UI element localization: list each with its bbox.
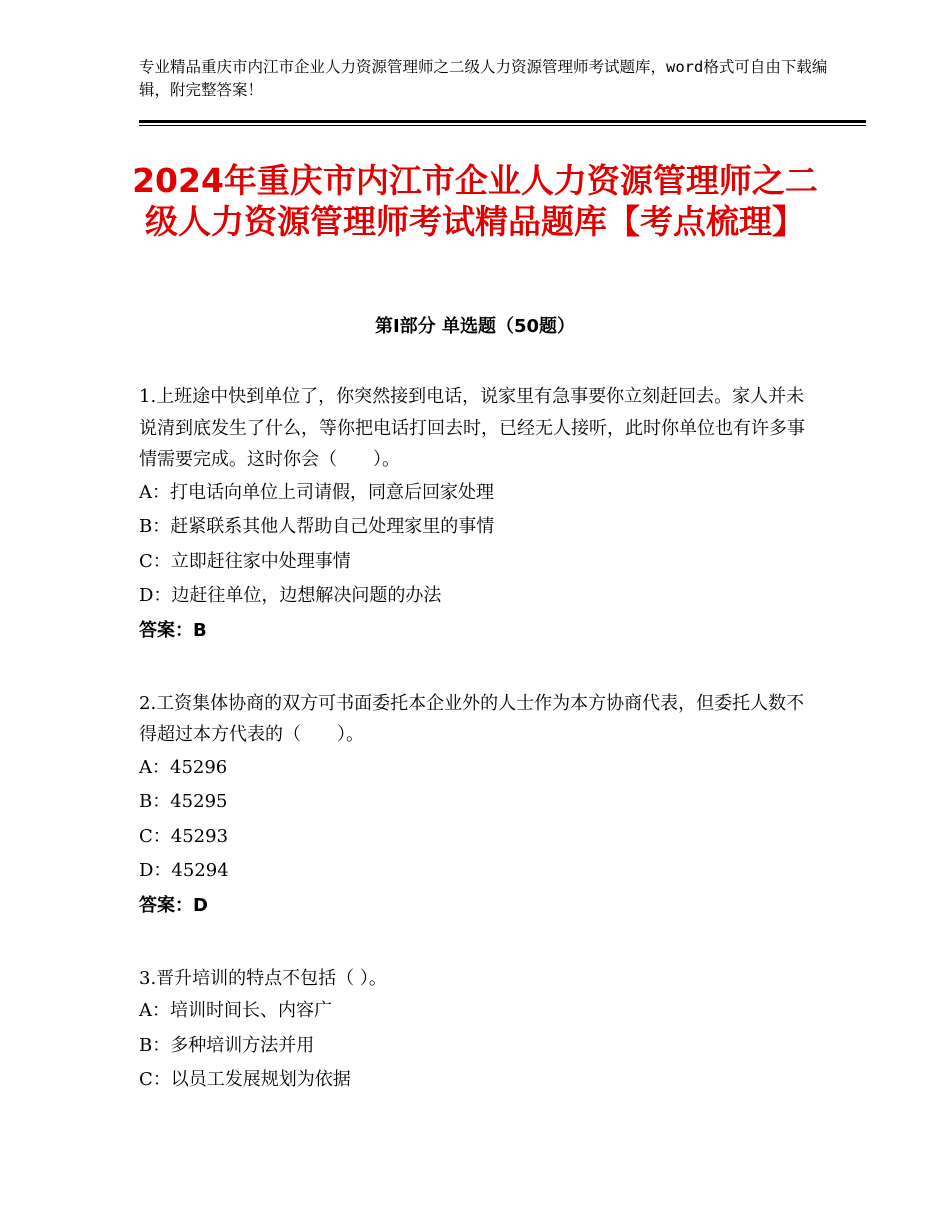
option-b: B：赶紧联系其他人帮助自己处理家里的事情 [139, 516, 495, 537]
document-title: 2024年重庆市内江市企业人力资源管理师之二级人力资源管理师考试精品题库【考点梳理】 [132, 161, 818, 241]
option-c: C：立即赶往家中处理事情 [139, 550, 351, 572]
section-heading: 第Ⅰ部分 单选题（50题） [374, 316, 575, 337]
question-3 [139, 963, 819, 1098]
header-divider-thick [139, 120, 866, 123]
option-a: A：45296 [139, 756, 228, 778]
header-divider-thin [139, 125, 866, 126]
option-d: D：边赶往单位，边想解决问题的办法 [139, 585, 442, 606]
question-text: 1.上班途中快到单位了，你突然接到电话，说家里有急事要你立刻赶回去。家人并未说清到底发生了什么，等你把电话打回去时，已经无人接听，此时你单位也有许多事情需要完成。这时你会（ ）。 [139, 386, 805, 470]
answer-line: 答案：D [139, 894, 208, 916]
question-1 [139, 381, 819, 648]
option-c: C：45293 [139, 825, 229, 847]
option-b: B：45295 [139, 791, 228, 812]
option-a: A：培训时间长、内容广 [139, 1000, 332, 1021]
option-a: A：打电话向单位上司请假，同意后回家处理 [139, 481, 494, 503]
header-note: 专业精品重庆市内江市企业人力资源管理师之二级人力资源管理师考试题库，word格式可自由下载编辑，附完整答案！ [139, 58, 828, 99]
question-text: 3.晋升培训的特点不包括（ ）。 [139, 967, 387, 989]
question-list [139, 381, 819, 1138]
option-b: B：多种培训方法并用 [139, 1034, 315, 1056]
answer-line: 答案：B [139, 619, 207, 641]
question-2 [139, 688, 819, 923]
option-d: D：45294 [139, 860, 229, 881]
question-text: 2.工资集体协商的双方可书面委托本企业外的人士作为本方协商代表，但委托人数不得超过本方代表的（ ）。 [139, 692, 805, 745]
option-c: C：以员工发展规划为依据 [139, 1069, 351, 1090]
